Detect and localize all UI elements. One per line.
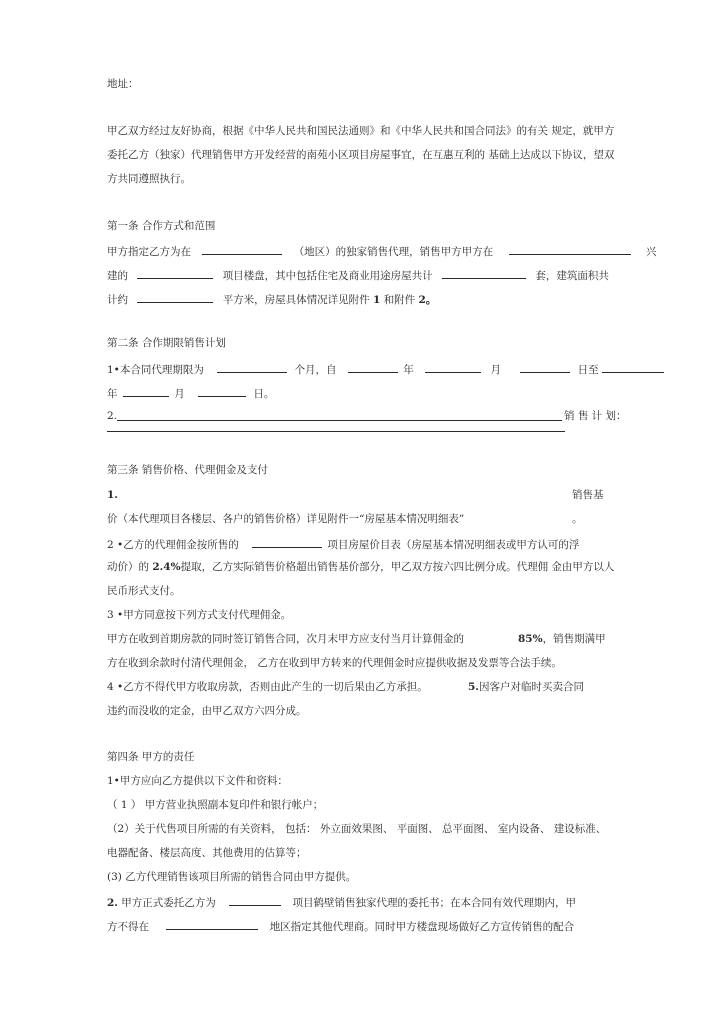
text: 甲方指定乙方为在: [107, 246, 191, 258]
article-3-item-2-line-2: [107, 560, 614, 574]
text: 方不得在: [107, 921, 149, 933]
article-1-title: 第一条 合作方式和范围: [107, 220, 216, 232]
text: 因客户对临时买卖合同: [478, 681, 584, 693]
text: 年: [107, 388, 118, 400]
article-3-item-3-rate: [518, 632, 606, 646]
blank-end-month: [123, 385, 169, 397]
text: 个月，自: [294, 364, 337, 376]
text: 日。: [253, 388, 275, 400]
article-3-item-1-period: 。: [572, 513, 583, 525]
blank-project: [252, 536, 322, 548]
text: 年: [403, 364, 414, 376]
text: 套，建筑面积共: [535, 270, 609, 282]
article-3-item-2-line-1: [107, 536, 579, 552]
article-4-line-5: (3) 乙方代理销售该项目所需的销售合同由甲方提供。: [107, 871, 357, 883]
article-3-item-1-number: 1.: [107, 489, 118, 501]
article-4-title: 第四条 甲方的责任: [107, 751, 195, 763]
blank-city-project: [229, 894, 281, 906]
article-3-item-5-line-2: 违约而没收的定金，由甲乙双方六四分成。: [107, 705, 307, 717]
text: 动价）的: [107, 561, 149, 573]
blank-developer-location: [509, 243, 631, 255]
text: 平方米，房屋具体情况详见附件: [222, 294, 370, 306]
article-1-line-1: [107, 243, 656, 259]
text: 和附件: [383, 294, 416, 306]
commission-percent: 85%: [518, 633, 543, 645]
sales-plan-label: 销 售 计 划：: [564, 410, 627, 422]
article-2-line-3-number: 2.: [107, 410, 118, 422]
intro-line-1: 甲乙双方经过友好协商，根据《中华人民共和国民法通则》和《中华人民共和国合同法》的有关 规定，就甲方: [107, 125, 615, 137]
article-4-line-1: 1•甲方应向乙方提供以下文件和资料：: [107, 775, 288, 787]
text: 月: [490, 364, 501, 376]
article-2-line-2: [107, 385, 274, 401]
text: 项目房屋价目表（房屋基本情况明细表或甲方认可的浮: [327, 539, 580, 551]
blank-region-2: [166, 918, 258, 930]
article-3-item-3-line-3: 方在收到余款时付清代理佣金， 乙方在收到甲方转来的代理佣金时应提供收据及发票等合法手续。: [107, 657, 562, 669]
blank-months: [217, 361, 287, 373]
article-4-line-4: 电器配备、楼层高度、其他费用的估算等；: [107, 847, 307, 859]
item-2-number: 2.: [107, 897, 118, 909]
text: 兴: [645, 246, 657, 258]
text: 地区指定其他代理商。同时甲方楼盘现场做好乙方宣传销售的配合: [269, 921, 575, 933]
text: 提取，乙方实际销售价格超出销售基价部分，甲乙双方按六四比例分成。代理佣 金由甲方以人: [180, 561, 615, 573]
text: 1•本合同代理期限为: [107, 364, 204, 376]
article-1-line-3: [107, 291, 436, 307]
article-3-item-2-line-3: 民币形式支付。: [107, 585, 181, 597]
article-3-item-3-line-1: 3 •甲方同意按下列方式支付代理佣金。: [107, 609, 292, 621]
text: （地区）的独家销售代理，销售甲方甲方在: [293, 246, 494, 258]
article-3-item-5: [468, 680, 584, 694]
article-2-line-1: [107, 361, 664, 377]
article-3-item-3-line-2: 甲方在收到首期房款的同时签订销售合同，次月末甲方应支付当月计算佣金的: [107, 633, 464, 645]
blank-region: [202, 243, 282, 255]
sales-plan-blank-2: [107, 431, 565, 432]
article-3-item-1-line-2: 价（本代理项目各楼层、各户的销售价格）详见附件一“房屋基本情况明细表”: [107, 513, 465, 525]
blank-start-month: [425, 361, 481, 373]
item-5-number: 5.: [468, 681, 479, 693]
article-4-line-7: [107, 918, 574, 934]
article-1-line-2: [107, 267, 609, 283]
article-3-title: 第三条 销售价格、代理佣金及支付: [107, 464, 268, 476]
text: 日至: [577, 364, 599, 376]
blank-area: [137, 291, 213, 303]
sales-plan-blank: [117, 420, 562, 421]
article-4-line-6: [107, 894, 576, 910]
text: ，销售期满甲: [542, 633, 606, 645]
article-2-title: 第二条 合作期限销售计划: [107, 337, 226, 349]
text: 甲方正式委托乙方为: [117, 897, 216, 909]
text: 建的: [107, 270, 128, 282]
article-3-item-1-tail: 销售基: [572, 489, 604, 501]
attachment-2-number: 2。: [418, 294, 437, 306]
text: 2 •乙方的代理佣金按所售的: [107, 539, 239, 551]
article-4-line-2: （ 1 ） 甲方营业执照副本复印件和银行帐户；: [107, 799, 324, 811]
text: 项目鹤壁销售独家代理的委托书；在本合同有效代理期内，甲: [292, 897, 576, 909]
blank-start-day: [520, 361, 570, 373]
article-4-line-3: （2）关于代售项目所需的有关资料， 包括： 外立面效果图、 平面图、 总平面图、 室内设备、 建设标准、: [107, 823, 607, 835]
intro-line-3: 方共同遵照执行。: [107, 173, 191, 185]
blank-project-name: [137, 267, 213, 279]
article-3-item-4: 4 •乙方不得代甲方收取房款，否则由此产生的一切后果由乙方承担。: [107, 681, 428, 693]
commission-rate: 2.4%: [152, 561, 181, 573]
blank-start-year: [348, 361, 398, 373]
text: 月: [174, 388, 185, 400]
address-label: 地址：: [107, 78, 139, 90]
text: 计约: [107, 294, 128, 306]
intro-line-2: 委托乙方（独家）代理销售甲方开发经营的南苑小区项目房屋事宜，在互惠互利的 基础上达成以下协议，望双: [107, 149, 615, 161]
blank-end-day: [198, 385, 246, 397]
attachment-1-number: 1: [373, 294, 381, 306]
blank-unit-count: [442, 267, 526, 279]
blank-end-year: [602, 361, 664, 373]
text: 项目楼盘，其中包括住宅及商业用途房屋共计: [222, 270, 433, 282]
